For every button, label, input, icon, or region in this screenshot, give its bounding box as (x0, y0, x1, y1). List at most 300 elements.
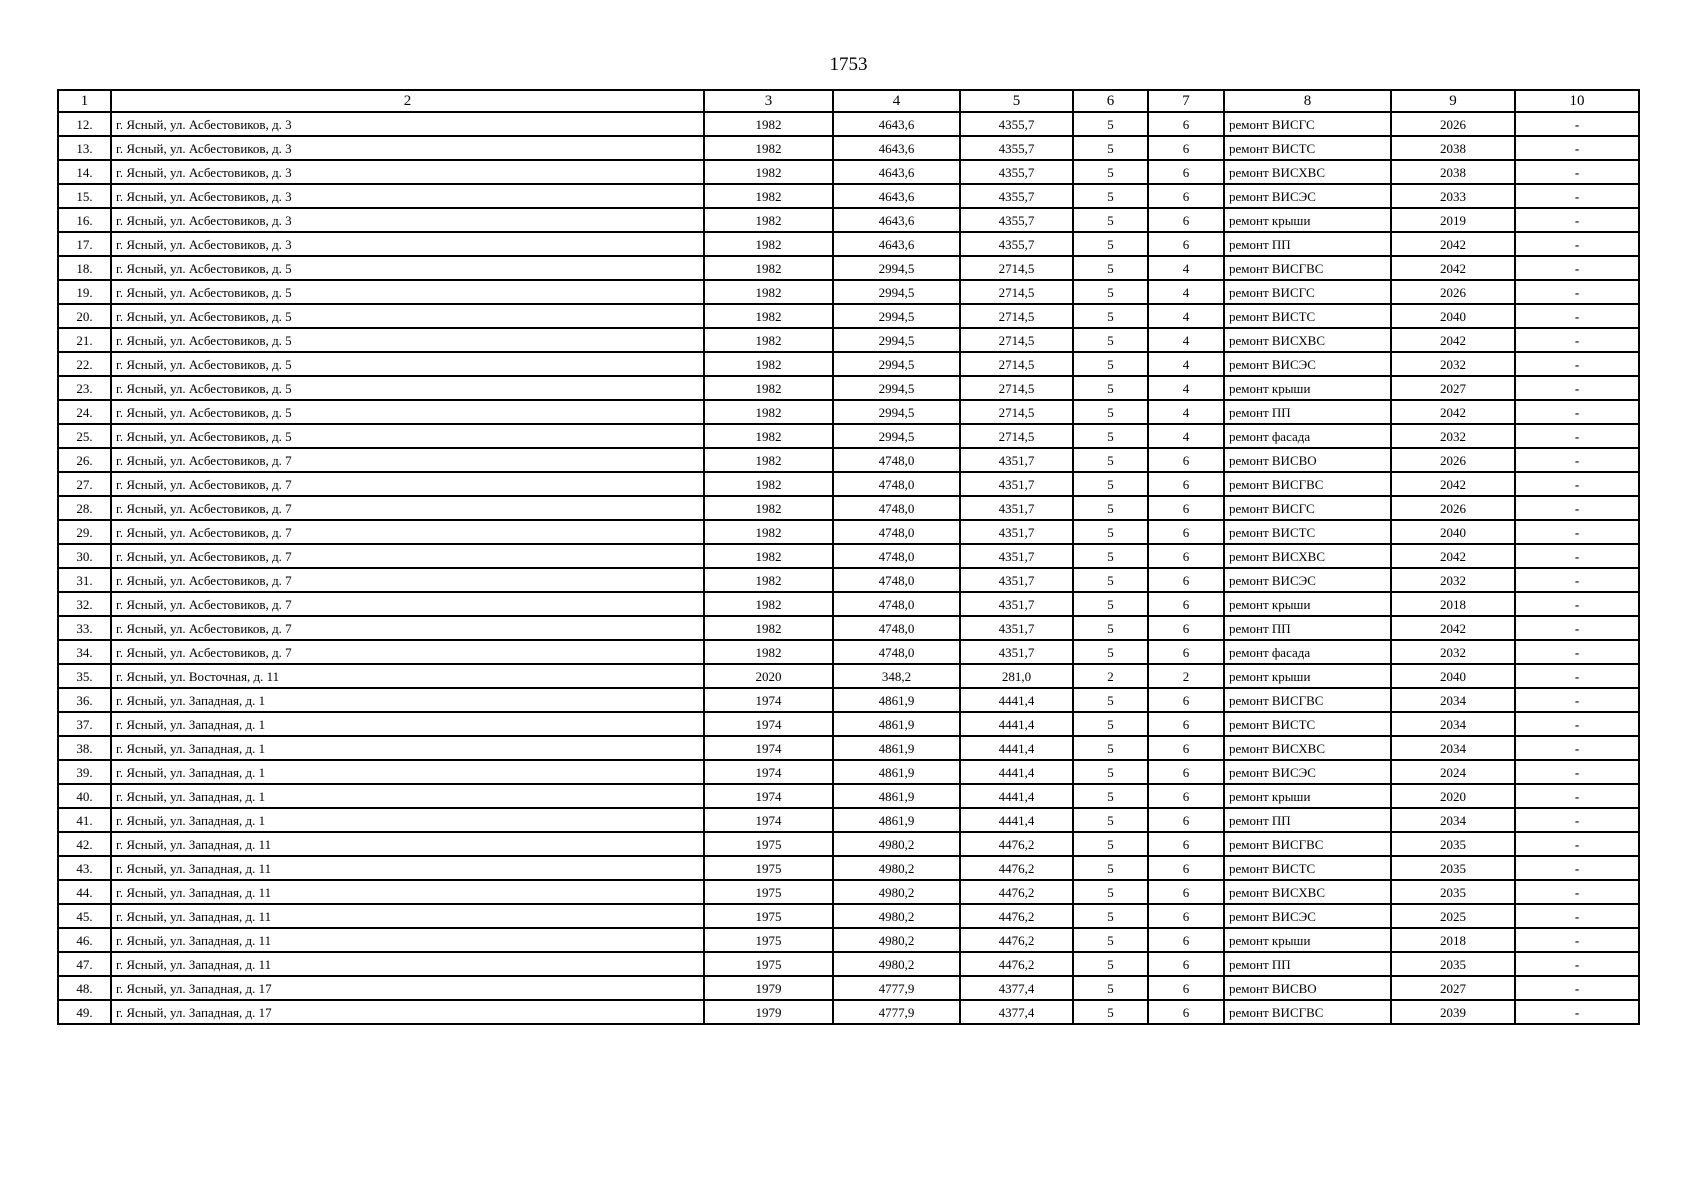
cell-total-area: 4643,6 (833, 184, 960, 208)
cell-build-year: 1975 (704, 880, 833, 904)
table-row (58, 184, 1639, 208)
cell-repair-type: ремонт крыши (1224, 592, 1391, 616)
cell-floors: 5 (1073, 928, 1148, 952)
cell-planned-year: 2018 (1391, 592, 1515, 616)
cell-repair-type: ремонт крыши (1224, 664, 1391, 688)
cell-repair-type: ремонт ВИСТС (1224, 520, 1391, 544)
cell-floors: 5 (1073, 400, 1148, 424)
cell-row-number: 24. (58, 400, 111, 424)
cell-build-year: 1982 (704, 352, 833, 376)
cell-address: г. Ясный, ул. Асбестовиков, д. 7 (111, 568, 704, 592)
cell-total-area: 4643,6 (833, 136, 960, 160)
cell-address: г. Ясный, ул. Асбестовиков, д. 7 (111, 472, 704, 496)
cell-entrances: 6 (1148, 952, 1224, 976)
cell-repair-type: ремонт ВИСГС (1224, 280, 1391, 304)
cell-note: - (1515, 232, 1639, 256)
cell-address: г. Ясный, ул. Асбестовиков, д. 7 (111, 520, 704, 544)
cell-build-year: 1982 (704, 496, 833, 520)
cell-planned-year: 2026 (1391, 280, 1515, 304)
cell-build-year: 1982 (704, 280, 833, 304)
table-row (58, 712, 1639, 736)
cell-entrances: 6 (1148, 112, 1224, 136)
column-header-1: 1 (58, 90, 111, 112)
table-row (58, 904, 1639, 928)
cell-row-number: 49. (58, 1000, 111, 1024)
cell-row-number: 31. (58, 568, 111, 592)
cell-planned-year: 2038 (1391, 136, 1515, 160)
cell-repair-type: ремонт ПП (1224, 808, 1391, 832)
cell-row-number: 32. (58, 592, 111, 616)
cell-living-area: 4355,7 (960, 160, 1073, 184)
cell-entrances: 6 (1148, 136, 1224, 160)
cell-total-area: 4861,9 (833, 760, 960, 784)
cell-row-number: 45. (58, 904, 111, 928)
cell-note: - (1515, 136, 1639, 160)
cell-note: - (1515, 280, 1639, 304)
cell-living-area: 4377,4 (960, 1000, 1073, 1024)
cell-address: г. Ясный, ул. Западная, д. 17 (111, 1000, 704, 1024)
cell-living-area: 4351,7 (960, 616, 1073, 640)
column-header-5: 5 (960, 90, 1073, 112)
table-row (58, 256, 1639, 280)
table-row (58, 808, 1639, 832)
cell-living-area: 4351,7 (960, 520, 1073, 544)
cell-repair-type: ремонт ВИСЭС (1224, 904, 1391, 928)
cell-planned-year: 2032 (1391, 640, 1515, 664)
cell-total-area: 2994,5 (833, 376, 960, 400)
cell-floors: 5 (1073, 304, 1148, 328)
cell-note: - (1515, 520, 1639, 544)
cell-repair-type: ремонт фасада (1224, 424, 1391, 448)
cell-total-area: 4748,0 (833, 472, 960, 496)
cell-repair-type: ремонт ВИСВО (1224, 448, 1391, 472)
cell-entrances: 4 (1148, 256, 1224, 280)
cell-address: г. Ясный, ул. Асбестовиков, д. 3 (111, 160, 704, 184)
cell-total-area: 4980,2 (833, 832, 960, 856)
cell-address: г. Ясный, ул. Асбестовиков, д. 7 (111, 640, 704, 664)
cell-row-number: 15. (58, 184, 111, 208)
cell-total-area: 4777,9 (833, 976, 960, 1000)
cell-row-number: 18. (58, 256, 111, 280)
cell-note: - (1515, 496, 1639, 520)
cell-planned-year: 2034 (1391, 688, 1515, 712)
cell-entrances: 6 (1148, 880, 1224, 904)
column-header-3: 3 (704, 90, 833, 112)
table-row (58, 112, 1639, 136)
cell-living-area: 4351,7 (960, 472, 1073, 496)
cell-repair-type: ремонт крыши (1224, 784, 1391, 808)
column-header-6: 6 (1073, 90, 1148, 112)
cell-total-area: 4748,0 (833, 568, 960, 592)
cell-address: г. Ясный, ул. Западная, д. 11 (111, 928, 704, 952)
cell-entrances: 4 (1148, 304, 1224, 328)
cell-total-area: 4748,0 (833, 544, 960, 568)
cell-total-area: 4748,0 (833, 616, 960, 640)
cell-build-year: 1982 (704, 208, 833, 232)
cell-entrances: 4 (1148, 424, 1224, 448)
column-header-9: 9 (1391, 90, 1515, 112)
cell-repair-type: ремонт ВИСХВС (1224, 328, 1391, 352)
cell-living-area: 4351,7 (960, 496, 1073, 520)
cell-living-area: 4351,7 (960, 568, 1073, 592)
cell-planned-year: 2034 (1391, 712, 1515, 736)
table-row (58, 952, 1639, 976)
cell-row-number: 35. (58, 664, 111, 688)
cell-living-area: 2714,5 (960, 304, 1073, 328)
table-row (58, 832, 1639, 856)
cell-living-area: 4351,7 (960, 640, 1073, 664)
cell-row-number: 20. (58, 304, 111, 328)
cell-row-number: 12. (58, 112, 111, 136)
cell-entrances: 4 (1148, 376, 1224, 400)
cell-planned-year: 2018 (1391, 928, 1515, 952)
cell-floors: 5 (1073, 472, 1148, 496)
cell-row-number: 21. (58, 328, 111, 352)
cell-address: г. Ясный, ул. Западная, д. 11 (111, 832, 704, 856)
cell-build-year: 1982 (704, 400, 833, 424)
cell-floors: 5 (1073, 1000, 1148, 1024)
cell-living-area: 2714,5 (960, 352, 1073, 376)
cell-floors: 5 (1073, 544, 1148, 568)
cell-living-area: 4476,2 (960, 880, 1073, 904)
header-row (58, 90, 1639, 112)
cell-floors: 5 (1073, 280, 1148, 304)
cell-total-area: 4643,6 (833, 160, 960, 184)
cell-address: г. Ясный, ул. Западная, д. 1 (111, 760, 704, 784)
cell-build-year: 1974 (704, 784, 833, 808)
cell-address: г. Ясный, ул. Асбестовиков, д. 7 (111, 592, 704, 616)
cell-repair-type: ремонт ВИСХВС (1224, 160, 1391, 184)
table-row (58, 472, 1639, 496)
cell-total-area: 4861,9 (833, 784, 960, 808)
cell-floors: 5 (1073, 136, 1148, 160)
cell-planned-year: 2032 (1391, 568, 1515, 592)
cell-repair-type: ремонт ВИСВО (1224, 976, 1391, 1000)
cell-build-year: 1982 (704, 616, 833, 640)
table-row (58, 544, 1639, 568)
cell-planned-year: 2038 (1391, 160, 1515, 184)
cell-total-area: 4980,2 (833, 856, 960, 880)
table-row (58, 928, 1639, 952)
cell-address: г. Ясный, ул. Асбестовиков, д. 5 (111, 304, 704, 328)
cell-row-number: 22. (58, 352, 111, 376)
cell-repair-type: ремонт ВИСЭС (1224, 352, 1391, 376)
cell-build-year: 1982 (704, 640, 833, 664)
cell-repair-type: ремонт крыши (1224, 376, 1391, 400)
cell-build-year: 1974 (704, 712, 833, 736)
table-row (58, 640, 1639, 664)
cell-floors: 5 (1073, 568, 1148, 592)
table-row (58, 688, 1639, 712)
cell-note: - (1515, 160, 1639, 184)
cell-planned-year: 2042 (1391, 616, 1515, 640)
cell-planned-year: 2027 (1391, 376, 1515, 400)
cell-address: г. Ясный, ул. Асбестовиков, д. 5 (111, 400, 704, 424)
cell-planned-year: 2042 (1391, 328, 1515, 352)
cell-address: г. Ясный, ул. Восточная, д. 11 (111, 664, 704, 688)
cell-floors: 5 (1073, 712, 1148, 736)
cell-address: г. Ясный, ул. Западная, д. 11 (111, 952, 704, 976)
cell-row-number: 28. (58, 496, 111, 520)
cell-living-area: 4441,4 (960, 712, 1073, 736)
cell-note: - (1515, 256, 1639, 280)
cell-floors: 5 (1073, 184, 1148, 208)
cell-repair-type: ремонт ПП (1224, 400, 1391, 424)
cell-planned-year: 2033 (1391, 184, 1515, 208)
cell-floors: 5 (1073, 976, 1148, 1000)
cell-floors: 5 (1073, 112, 1148, 136)
cell-living-area: 4351,7 (960, 592, 1073, 616)
cell-living-area: 281,0 (960, 664, 1073, 688)
cell-entrances: 6 (1148, 760, 1224, 784)
cell-entrances: 2 (1148, 664, 1224, 688)
cell-total-area: 4980,2 (833, 928, 960, 952)
cell-floors: 5 (1073, 424, 1148, 448)
cell-living-area: 4476,2 (960, 856, 1073, 880)
cell-repair-type: ремонт ПП (1224, 952, 1391, 976)
cell-entrances: 6 (1148, 232, 1224, 256)
repair-schedule-table (57, 89, 1640, 1025)
cell-living-area: 4351,7 (960, 544, 1073, 568)
cell-address: г. Ясный, ул. Западная, д. 11 (111, 904, 704, 928)
table-row (58, 784, 1639, 808)
table-row (58, 280, 1639, 304)
cell-planned-year: 2035 (1391, 952, 1515, 976)
page-number: 1753 (829, 54, 868, 75)
cell-total-area: 2994,5 (833, 328, 960, 352)
cell-build-year: 1982 (704, 304, 833, 328)
cell-note: - (1515, 184, 1639, 208)
cell-build-year: 1982 (704, 376, 833, 400)
cell-row-number: 34. (58, 640, 111, 664)
table-row (58, 496, 1639, 520)
cell-repair-type: ремонт ВИСТС (1224, 136, 1391, 160)
cell-row-number: 38. (58, 736, 111, 760)
cell-entrances: 4 (1148, 280, 1224, 304)
cell-entrances: 6 (1148, 856, 1224, 880)
cell-entrances: 6 (1148, 592, 1224, 616)
table-row (58, 352, 1639, 376)
cell-repair-type: ремонт фасада (1224, 640, 1391, 664)
cell-floors: 5 (1073, 328, 1148, 352)
cell-floors: 5 (1073, 736, 1148, 760)
cell-entrances: 6 (1148, 832, 1224, 856)
cell-row-number: 13. (58, 136, 111, 160)
cell-entrances: 6 (1148, 808, 1224, 832)
cell-build-year: 2020 (704, 664, 833, 688)
cell-build-year: 1982 (704, 544, 833, 568)
cell-build-year: 1982 (704, 592, 833, 616)
cell-row-number: 48. (58, 976, 111, 1000)
cell-build-year: 1982 (704, 448, 833, 472)
cell-floors: 5 (1073, 592, 1148, 616)
cell-floors: 5 (1073, 376, 1148, 400)
cell-build-year: 1974 (704, 808, 833, 832)
cell-repair-type: ремонт ВИСГВС (1224, 256, 1391, 280)
cell-entrances: 6 (1148, 184, 1224, 208)
cell-repair-type: ремонт ВИСТС (1224, 304, 1391, 328)
cell-living-area: 2714,5 (960, 424, 1073, 448)
cell-repair-type: ремонт ПП (1224, 616, 1391, 640)
cell-row-number: 36. (58, 688, 111, 712)
cell-planned-year: 2027 (1391, 976, 1515, 1000)
table-row (58, 592, 1639, 616)
cell-floors: 5 (1073, 616, 1148, 640)
table-body (58, 112, 1639, 1024)
table-row (58, 400, 1639, 424)
cell-build-year: 1975 (704, 952, 833, 976)
cell-total-area: 4980,2 (833, 952, 960, 976)
cell-entrances: 4 (1148, 352, 1224, 376)
cell-address: г. Ясный, ул. Асбестовиков, д. 7 (111, 496, 704, 520)
cell-entrances: 6 (1148, 544, 1224, 568)
cell-entrances: 6 (1148, 208, 1224, 232)
cell-repair-type: ремонт ВИСХВС (1224, 880, 1391, 904)
cell-entrances: 6 (1148, 904, 1224, 928)
cell-entrances: 6 (1148, 928, 1224, 952)
cell-repair-type: ремонт ВИСЭС (1224, 760, 1391, 784)
cell-total-area: 4748,0 (833, 520, 960, 544)
cell-planned-year: 2035 (1391, 880, 1515, 904)
cell-row-number: 46. (58, 928, 111, 952)
column-header-8: 8 (1224, 90, 1391, 112)
cell-planned-year: 2039 (1391, 1000, 1515, 1024)
cell-entrances: 6 (1148, 976, 1224, 1000)
cell-total-area: 2994,5 (833, 352, 960, 376)
cell-row-number: 47. (58, 952, 111, 976)
cell-living-area: 4355,7 (960, 136, 1073, 160)
table-row (58, 448, 1639, 472)
cell-build-year: 1974 (704, 736, 833, 760)
cell-row-number: 14. (58, 160, 111, 184)
cell-build-year: 1979 (704, 1000, 833, 1024)
cell-floors: 5 (1073, 832, 1148, 856)
cell-row-number: 29. (58, 520, 111, 544)
cell-address: г. Ясный, ул. Асбестовиков, д. 5 (111, 424, 704, 448)
cell-note: - (1515, 616, 1639, 640)
cell-build-year: 1982 (704, 424, 833, 448)
cell-note: - (1515, 880, 1639, 904)
cell-address: г. Ясный, ул. Асбестовиков, д. 3 (111, 232, 704, 256)
cell-row-number: 27. (58, 472, 111, 496)
cell-address: г. Ясный, ул. Асбестовиков, д. 5 (111, 280, 704, 304)
table-row (58, 880, 1639, 904)
cell-floors: 5 (1073, 784, 1148, 808)
table-row (58, 160, 1639, 184)
column-header-7: 7 (1148, 90, 1224, 112)
cell-planned-year: 2040 (1391, 304, 1515, 328)
cell-note: - (1515, 400, 1639, 424)
cell-entrances: 6 (1148, 160, 1224, 184)
cell-floors: 5 (1073, 352, 1148, 376)
cell-total-area: 4748,0 (833, 448, 960, 472)
cell-entrances: 6 (1148, 712, 1224, 736)
cell-build-year: 1982 (704, 160, 833, 184)
cell-address: г. Ясный, ул. Асбестовиков, д. 5 (111, 328, 704, 352)
cell-repair-type: ремонт ВИСХВС (1224, 544, 1391, 568)
cell-row-number: 23. (58, 376, 111, 400)
cell-repair-type: ремонт ВИСГВС (1224, 472, 1391, 496)
cell-entrances: 6 (1148, 736, 1224, 760)
cell-address: г. Ясный, ул. Асбестовиков, д. 3 (111, 112, 704, 136)
cell-build-year: 1974 (704, 760, 833, 784)
cell-floors: 5 (1073, 448, 1148, 472)
cell-note: - (1515, 472, 1639, 496)
cell-address: г. Ясный, ул. Западная, д. 1 (111, 784, 704, 808)
table-row (58, 376, 1639, 400)
cell-address: г. Ясный, ул. Асбестовиков, д. 7 (111, 448, 704, 472)
cell-note: - (1515, 664, 1639, 688)
cell-build-year: 1982 (704, 568, 833, 592)
cell-note: - (1515, 688, 1639, 712)
cell-repair-type: ремонт крыши (1224, 928, 1391, 952)
table-row (58, 424, 1639, 448)
cell-living-area: 4355,7 (960, 232, 1073, 256)
table-header (58, 90, 1639, 112)
cell-row-number: 30. (58, 544, 111, 568)
cell-planned-year: 2020 (1391, 784, 1515, 808)
cell-total-area: 4643,6 (833, 232, 960, 256)
cell-floors: 5 (1073, 760, 1148, 784)
table-row (58, 664, 1639, 688)
cell-living-area: 2714,5 (960, 400, 1073, 424)
cell-total-area: 2994,5 (833, 256, 960, 280)
cell-living-area: 2714,5 (960, 376, 1073, 400)
cell-planned-year: 2034 (1391, 736, 1515, 760)
table-row (58, 136, 1639, 160)
column-header-4: 4 (833, 90, 960, 112)
cell-planned-year: 2025 (1391, 904, 1515, 928)
cell-living-area: 4355,7 (960, 208, 1073, 232)
cell-living-area: 4355,7 (960, 184, 1073, 208)
cell-total-area: 2994,5 (833, 424, 960, 448)
table-row (58, 856, 1639, 880)
cell-repair-type: ремонт ПП (1224, 232, 1391, 256)
cell-note: - (1515, 760, 1639, 784)
cell-living-area: 4476,2 (960, 904, 1073, 928)
cell-build-year: 1982 (704, 112, 833, 136)
cell-build-year: 1979 (704, 976, 833, 1000)
cell-total-area: 4777,9 (833, 1000, 960, 1024)
cell-floors: 5 (1073, 208, 1148, 232)
cell-build-year: 1975 (704, 832, 833, 856)
cell-row-number: 39. (58, 760, 111, 784)
cell-total-area: 4861,9 (833, 688, 960, 712)
cell-living-area: 4377,4 (960, 976, 1073, 1000)
cell-note: - (1515, 904, 1639, 928)
cell-note: - (1515, 328, 1639, 352)
cell-address: г. Ясный, ул. Асбестовиков, д. 5 (111, 352, 704, 376)
cell-note: - (1515, 640, 1639, 664)
cell-row-number: 26. (58, 448, 111, 472)
cell-floors: 5 (1073, 808, 1148, 832)
cell-entrances: 6 (1148, 616, 1224, 640)
cell-address: г. Ясный, ул. Западная, д. 1 (111, 736, 704, 760)
cell-row-number: 42. (58, 832, 111, 856)
cell-row-number: 16. (58, 208, 111, 232)
cell-note: - (1515, 592, 1639, 616)
cell-build-year: 1982 (704, 256, 833, 280)
cell-address: г. Ясный, ул. Западная, д. 11 (111, 880, 704, 904)
cell-floors: 2 (1073, 664, 1148, 688)
cell-build-year: 1982 (704, 136, 833, 160)
column-header-10: 10 (1515, 90, 1639, 112)
cell-floors: 5 (1073, 640, 1148, 664)
cell-floors: 5 (1073, 232, 1148, 256)
cell-planned-year: 2034 (1391, 808, 1515, 832)
cell-entrances: 6 (1148, 568, 1224, 592)
cell-entrances: 6 (1148, 1000, 1224, 1024)
